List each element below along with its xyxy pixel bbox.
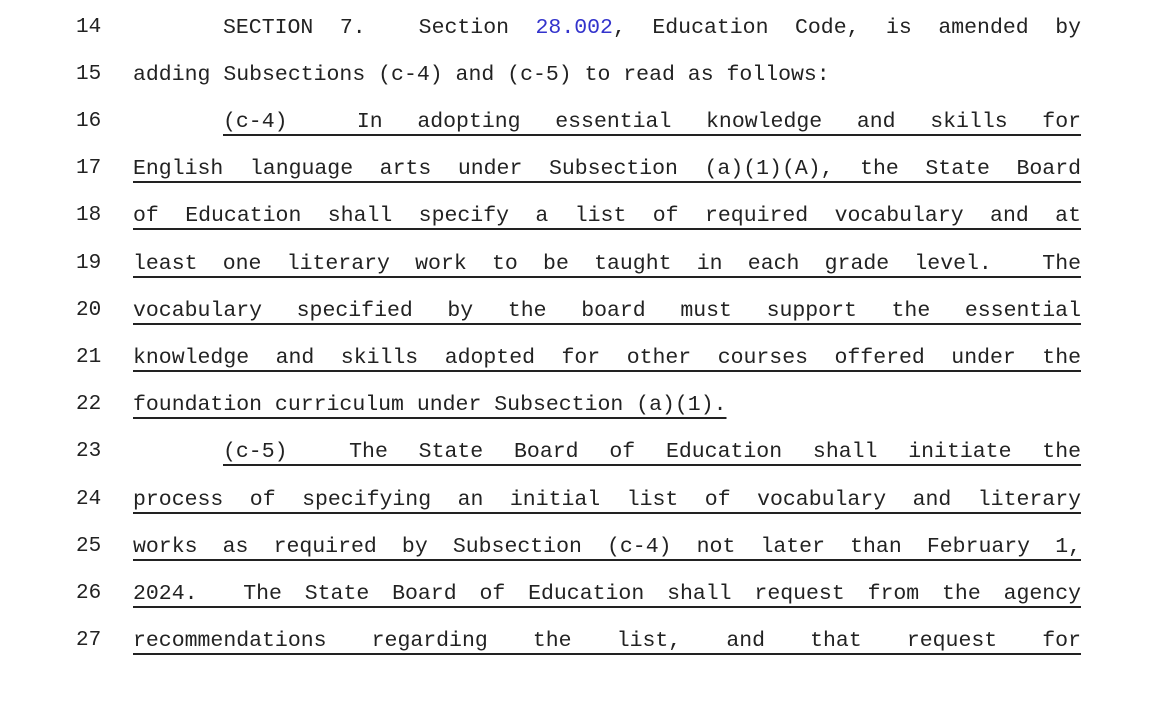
line-text: vocabulary specified by the board must support the essential — [133, 299, 1081, 323]
bill-line — [0, 107, 1170, 137]
line-number: 23 — [76, 440, 102, 463]
line-number: 27 — [76, 629, 102, 652]
line-text: 2024. The State Board of Education shall request from the agency — [133, 582, 1081, 606]
bill-line — [0, 343, 1170, 373]
line-number: 16 — [76, 110, 102, 133]
line-number: 25 — [76, 535, 102, 558]
line-number: 22 — [76, 393, 102, 416]
bill-line — [0, 626, 1170, 656]
bill-line — [0, 485, 1170, 515]
line-number: 21 — [76, 346, 102, 369]
line-number: 15 — [76, 63, 102, 86]
bill-line — [0, 296, 1170, 326]
line-number: 26 — [76, 582, 102, 605]
line-text: adding Subsections (c-4) and (c-5) to read as follows: — [133, 63, 830, 87]
bill-line — [0, 60, 1170, 90]
line-number: 19 — [76, 252, 102, 275]
line-text — [223, 13, 1081, 43]
bill-line — [0, 249, 1170, 279]
line-text: (c-4) In adopting essential knowledge and skills for — [223, 110, 1081, 134]
line-text: foundation curriculum under Subsection (a)(1). — [133, 393, 727, 417]
line-number: 20 — [76, 299, 102, 322]
line-number: 24 — [76, 488, 102, 511]
section-heading-text: SECTION 7. Section — [223, 16, 536, 40]
line-number: 14 — [76, 16, 102, 39]
line-number: 18 — [76, 204, 102, 227]
bill-line — [0, 13, 1170, 43]
line-text: works as required by Subsection (c-4) not later than February 1, — [133, 535, 1081, 559]
bill-line — [0, 154, 1170, 184]
line-text: knowledge and skills adopted for other courses offered under the — [133, 346, 1081, 370]
line-text: of Education shall specify a list of required vocabulary and at — [133, 204, 1081, 228]
line-text: least one literary work to be taught in each grade level. The — [133, 252, 1081, 276]
line-text: (c-5) The State Board of Education shall initiate the — [223, 440, 1081, 464]
line-text: recommendations regarding the list, and that request for — [133, 629, 1081, 653]
line-number: 17 — [76, 157, 102, 180]
line-text: English language arts under Subsection (a)(1)(A), the State Board — [133, 157, 1081, 181]
section-heading-text-end: , Education Code, is amended by — [612, 16, 1081, 40]
bill-line — [0, 532, 1170, 562]
section-link[interactable]: 28.002 — [535, 16, 613, 40]
bill-line — [0, 201, 1170, 231]
bill-line — [0, 579, 1170, 609]
line-text: process of specifying an initial list of vocabulary and literary — [133, 488, 1081, 512]
bill-line — [0, 437, 1170, 467]
bill-line — [0, 390, 1170, 420]
